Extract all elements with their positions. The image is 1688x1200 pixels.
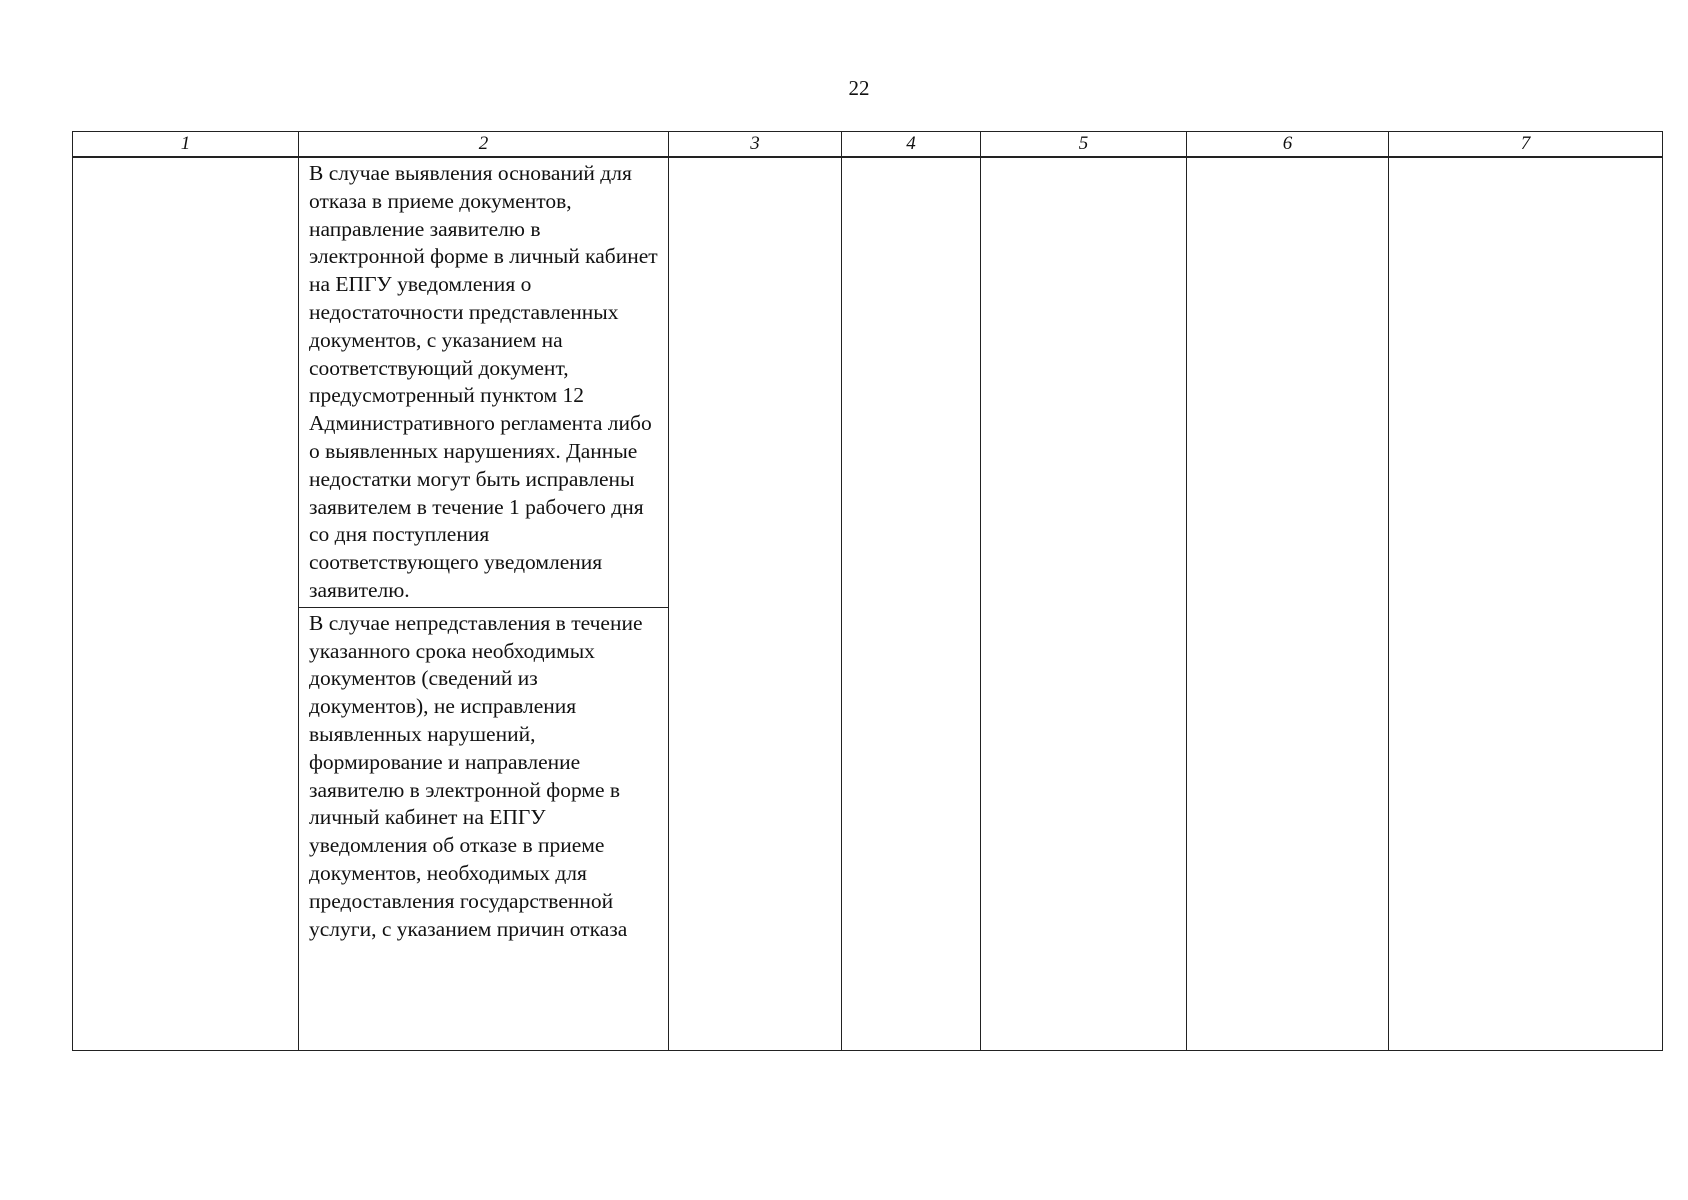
cell-column-5 xyxy=(981,157,1187,1051)
document-table-wrapper xyxy=(72,131,1662,1051)
column-header-3: 3 xyxy=(669,132,842,158)
document-table xyxy=(72,131,1663,1051)
paragraph-rejection-notification: В случае непредставления в течение указанного срока необходимых документов (сведений из документов), не исправления выявленных нарушений, формирование и направление заявителю в электронной форме в личный кабинет на ЕПГУ уведомления об отказе в приеме документов, необходимых для предоставления государственной услуги, с указанием причин отказа xyxy=(309,610,643,941)
column-2-content xyxy=(299,158,668,1050)
cell-column-4 xyxy=(842,157,981,1051)
column-header-1: 1 xyxy=(73,132,299,158)
column-header-2: 2 xyxy=(299,132,669,158)
cell-column-2 xyxy=(299,157,669,1051)
table-header-row xyxy=(73,132,1663,158)
page-number: 22 xyxy=(848,76,870,100)
table-row xyxy=(73,157,1663,1051)
column-header-4: 4 xyxy=(842,132,981,158)
column-header-5: 5 xyxy=(981,132,1187,158)
cell-column-1 xyxy=(73,157,299,1051)
paragraph-document-rejection-grounds: В случае выявления оснований для отказа в приеме документов, направление заявителю в электронной форме в личный кабинет на ЕПГУ уведомления о недостаточности представленных документов, с указанием на соответствующий документ, предусмотренный пунктом 12 Административного регламента либо о выявленных нарушениях. Данные недостатки могут быть исправлены заявителем в течение 1 рабочего дня со дня поступления соответствующего уведомления заявителю. xyxy=(299,158,668,608)
cell-column-3 xyxy=(669,157,842,1051)
column-header-7: 7 xyxy=(1389,132,1663,158)
cell-column-7 xyxy=(1389,157,1663,1051)
cell-column-6 xyxy=(1187,157,1389,1051)
column-header-6: 6 xyxy=(1187,132,1389,158)
